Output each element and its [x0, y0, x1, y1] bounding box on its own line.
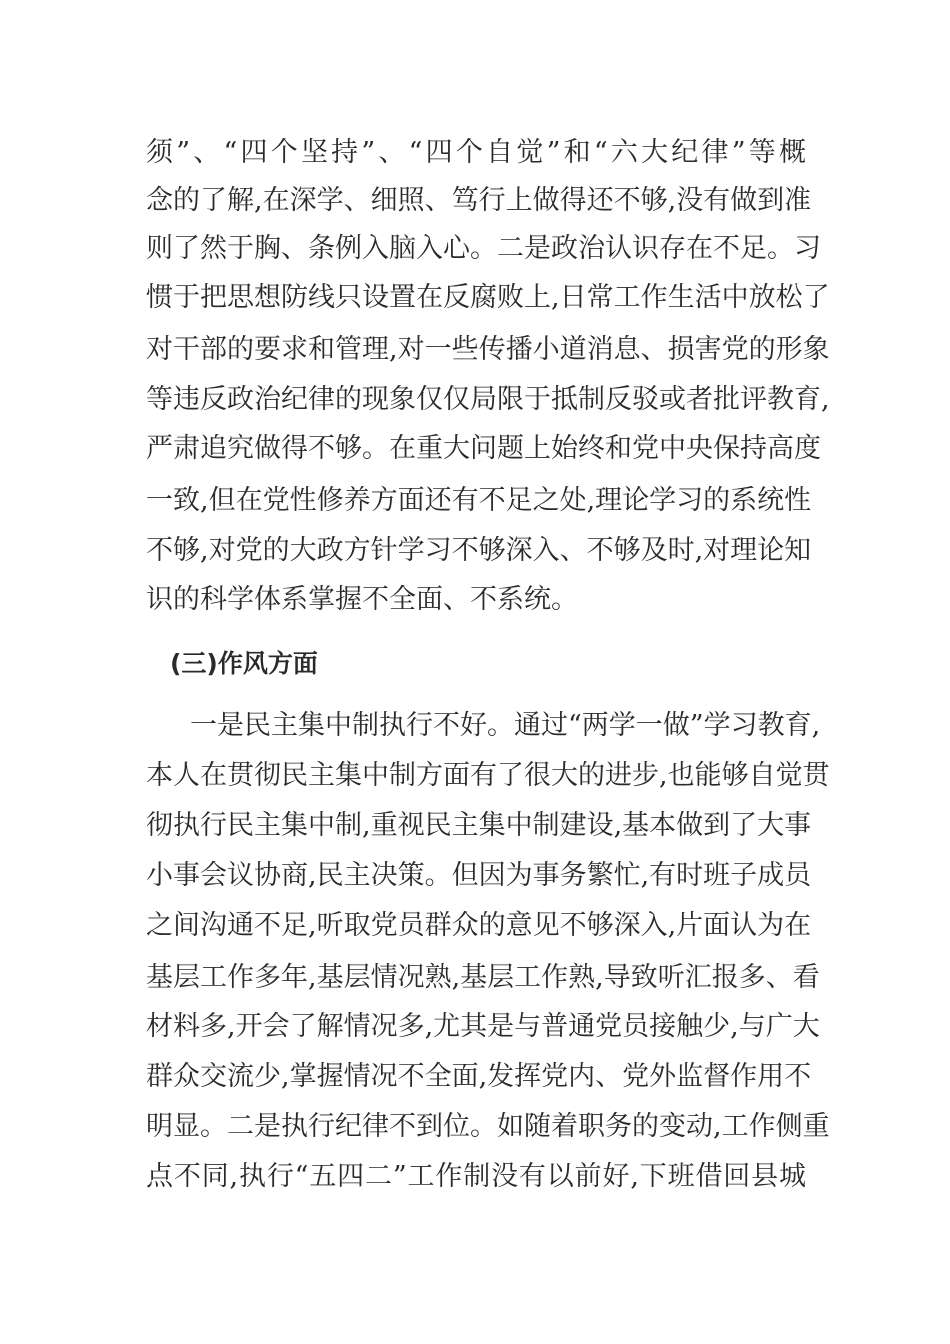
paragraph-line: 材料多,开会了解情况多,尤其是与普通党员接触少,与广大	[146, 1011, 820, 1042]
paragraph-line: 不够,对党的大政方针学习不够深入、不够及时,对理论知	[146, 535, 812, 566]
paragraph-line: 严肃追究做得不够。在重大问题上始终和党中央保持高度	[146, 433, 821, 464]
paragraph-line: 彻执行民主集中制,重视民主集中制建设,基本做到了大事	[146, 810, 812, 841]
paragraph-line: 群众交流少,掌握情况不全面,发挥党内、党外监督作用不	[146, 1061, 812, 1092]
paragraph-line: 识的科学体系掌握不全面、不系统。	[146, 584, 578, 615]
paragraph-line: 小事会议协商,民主决策。但因为事务繁忙,有时班子成员	[146, 860, 812, 891]
paragraph-line: 须”、“四个坚持”、“四个自觉”和“六大纪律”等概	[146, 137, 806, 168]
paragraph-line: 明显。二是执行纪律不到位。如随着职务的变动,工作侧重	[146, 1111, 830, 1142]
paragraph-line: 对干部的要求和管理,对一些传播小道消息、损害党的形象	[146, 334, 830, 365]
paragraph-line: 一致,但在党性修养方面还有不足之处,理论学习的系统性	[146, 485, 812, 516]
paragraph-line: 本人在贯彻民主集中制方面有了很大的进步,也能够自觉贯	[146, 760, 830, 791]
paragraph-line: 念的了解,在深学、细照、笃行上做得还不够,没有做到准	[146, 185, 812, 216]
paragraph-line: 点不同,执行“五四二”工作制没有以前好,下班借回县城	[146, 1161, 806, 1192]
section-heading: (三)作风方面	[170, 649, 318, 678]
paragraph-line: 基层工作多年,基层情况熟,基层工作熟,导致听汇报多、看	[146, 962, 820, 993]
paragraph-line: 等违反政治纪律的现象仅仅局限于抵制反驳或者批评教育,	[146, 384, 830, 415]
paragraph-line: 则了然于胸、条例入脑入心。二是政治认识存在不足。习	[146, 233, 821, 264]
paragraph-line: 一是民主集中制执行不好。通过“两学一做”学习教育,	[190, 710, 821, 741]
paragraph-line: 惯于把思想防线只设置在反腐败上,日常工作生活中放松了	[146, 282, 830, 313]
paragraph-line: 之间沟通不足,听取党员群众的意见不够深入,片面认为在	[146, 910, 812, 941]
